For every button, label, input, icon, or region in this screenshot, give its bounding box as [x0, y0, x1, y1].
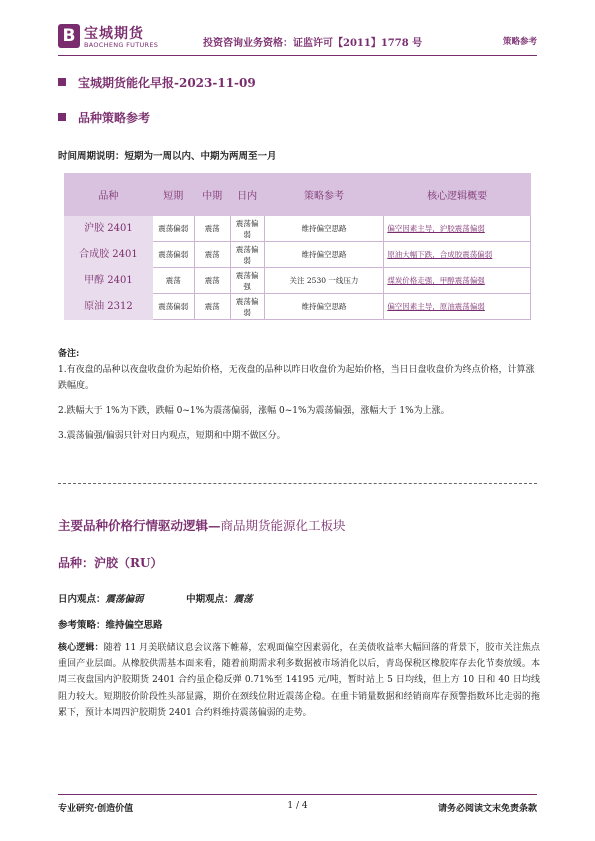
- main-title-subtext: 商品期货能源化工板块: [220, 518, 346, 533]
- report-title-text: 宝城期货能化早报-2023-11-09: [78, 76, 256, 90]
- logo-english-name: BAOCHENG FUTURES: [84, 41, 159, 49]
- logo-chinese-name: 宝城期货: [84, 26, 144, 42]
- header-category: 策略参考: [502, 37, 537, 47]
- header-intraday: 日内: [230, 174, 264, 216]
- strategy-cell: 维持偏空思路: [264, 216, 384, 242]
- product-cell: 沪胶 2401: [65, 216, 153, 242]
- intraday-view-value: 震荡偏弱: [105, 594, 144, 605]
- logic-link[interactable]: 煤炭价格走强，甲醇震荡偏强: [384, 268, 531, 294]
- mid-cell: 震荡: [194, 242, 230, 268]
- mid-view-label: 中期观点：: [186, 594, 234, 605]
- note-item: 2.跌幅大于 1%为下跌，跌幅 0~1%为震荡偏弱，涨幅 0~1%为震荡偏强，涨幅大于 1%为上涨。: [58, 406, 450, 416]
- square-bullet-icon: [58, 78, 66, 86]
- intraday-cell: 震荡偏强: [230, 268, 264, 294]
- intraday-view-label: 日内观点：: [58, 594, 106, 605]
- logo-icon: B: [58, 24, 80, 48]
- strategy-cell: 关注 2530 一线压力: [264, 268, 384, 294]
- header-mid: 中期: [194, 174, 230, 216]
- strategy-cell: 维持偏空思路: [264, 242, 384, 268]
- mid-cell: 震荡: [194, 294, 230, 320]
- variety-heading: 品种：沪胶（RU）: [58, 556, 163, 570]
- section-divider: [58, 483, 537, 484]
- main-title-text: 主要品种价格行情驱动逻辑—: [58, 518, 221, 533]
- page-footer: [58, 794, 537, 814]
- table-row: [65, 294, 531, 320]
- note-item: 3.震荡偏强/偏弱只针对日内观点，短期和中期不做区分。: [58, 431, 286, 441]
- mid-cell: 震荡: [194, 216, 230, 242]
- notes-title: 备注:: [58, 349, 80, 359]
- square-bullet-icon: [58, 113, 66, 121]
- table-header-row: [65, 174, 531, 216]
- product-cell: 合成胶 2401: [65, 242, 153, 268]
- mid-cell: 震荡: [194, 268, 230, 294]
- strategy-section-title: [58, 109, 150, 126]
- footer-disclaimer: 请务必阅读文末免责条款: [437, 804, 537, 814]
- header-short: 短期: [152, 174, 194, 216]
- table-row: [65, 216, 531, 242]
- footer-slogan: 专业研究·创造价值: [58, 804, 134, 814]
- intraday-cell: 震荡偏弱: [230, 294, 264, 320]
- header-logic: 核心逻辑概要: [384, 174, 531, 216]
- table-row: [65, 268, 531, 294]
- core-logic-paragraph: [58, 640, 540, 721]
- page-header: [58, 22, 537, 56]
- header-product: 品种: [65, 174, 153, 216]
- main-section-title: [58, 516, 346, 534]
- core-logic-label: 核心逻辑：: [58, 643, 104, 653]
- note-item: 1.有夜盘的品种以夜盘收盘价为起始价格，无夜盘的品种以昨日收盘价为起始价格，当日日盘收盘价为终点价格，计算涨跌幅度。: [58, 365, 535, 391]
- short-cell: 震荡偏弱: [152, 216, 194, 242]
- company-logo: [58, 22, 168, 52]
- strategy-cell: 维持偏空思路: [264, 294, 384, 320]
- report-title: [58, 74, 256, 91]
- header-strategy: 策略参考: [264, 174, 384, 216]
- license-text: 投资咨询业务资格：证监许可【2011】1778 号: [203, 38, 423, 49]
- period-note: 时间周期说明：短期为一周以内、中期为两周至一月: [58, 151, 277, 162]
- logic-link[interactable]: 原油大幅下跌，合成胶震荡偏弱: [384, 242, 531, 268]
- product-cell: 甲醇 2401: [65, 268, 153, 294]
- logic-link[interactable]: 偏空因素主导，原油震荡偏弱: [384, 294, 531, 320]
- strategy-table: [64, 173, 531, 320]
- short-cell: 震荡偏弱: [152, 242, 194, 268]
- reference-strategy: 参考策略：维持偏空思路: [58, 620, 163, 631]
- intraday-cell: 震荡偏弱: [230, 242, 264, 268]
- short-cell: 震荡偏弱: [152, 294, 194, 320]
- short-cell: 震荡: [152, 268, 194, 294]
- logic-link[interactable]: 偏空因素主导，沪胶震荡偏弱: [384, 216, 531, 242]
- intraday-cell: 震荡偏弱: [230, 216, 264, 242]
- core-logic-text: 随着 11 月美联储议息会议落下帷幕，宏观面偏空因素弱化，在美债收益率大幅回落的背景下，胶市关注焦点重回产业层面。从橡胶供需基本面来看，随着前期需求利多数据被市场消化以后，青岛保税区橡胶库存去化节奏放缓。本周三夜盘国内沪胶期货 2401 合约虽企稳反弹 0.71%至 14195 元/吨，暂时站上 5 日均线，但上方 10 日和 40 日均线阻力较大。短期胶价阶段性头部显露，期价在颈线位附近震荡企稳。在重卡销量数据和经销商库存预警指数环比走弱的拖累下，预计本周四沪胶期货 2401 合约料维持震荡偏弱的走势。: [58, 643, 540, 718]
- views-line: [58, 591, 253, 605]
- mid-view-value: 震荡: [233, 594, 253, 605]
- strategy-section-title-text: 品种策略参考: [78, 111, 151, 125]
- product-cell: 原油 2312: [65, 294, 153, 320]
- notes-block: [58, 346, 538, 453]
- table-row: [65, 242, 531, 268]
- page-number: 1 / 4: [287, 801, 308, 811]
